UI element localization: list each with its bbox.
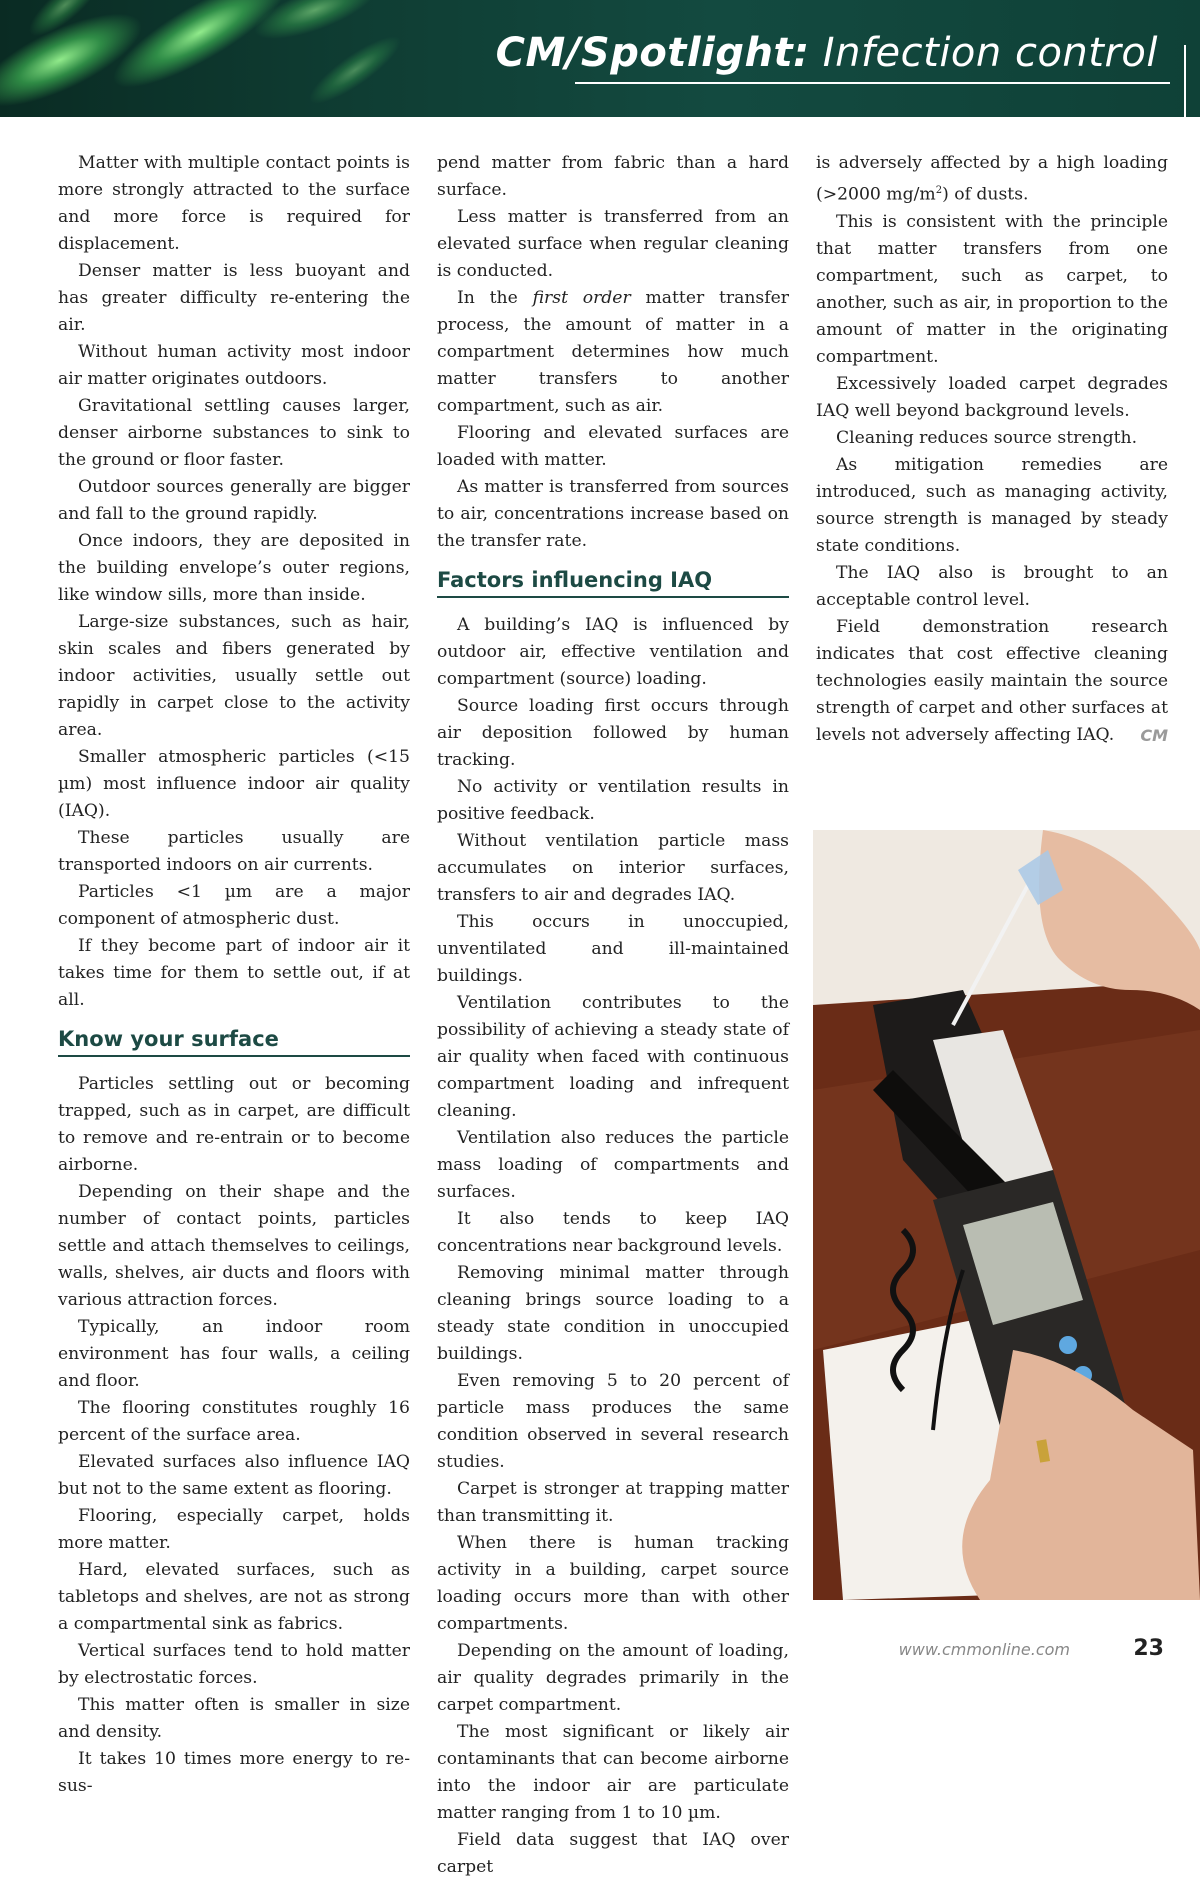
paragraph: Removing minimal matter through cleaning brings source loading to a steady state condition in unoccupied buildings. [437,1263,789,1364]
paragraph: Hard, elevated surfaces, such as tabletops and shelves, are not as strong a compartmental sink as fabrics. [58,1560,410,1634]
text-run: ) of dusts. [942,184,1029,205]
paragraph: As matter is transferred from sources to air, concentrations increase based on the transfer rate. [437,477,789,551]
paragraph: Elevated surfaces also influence IAQ but not to the same extent as flooring. [58,1452,410,1499]
paragraph: This matter often is smaller in size and density. [58,1695,410,1742]
paragraph [437,285,789,420]
paragraph: It takes 10 times more energy to re-sus- [58,1749,410,1796]
page-number: 23 [1133,1636,1164,1661]
text-run: is adversely affected by a high loading (>2000 mg/m [816,153,1168,205]
paragraph: When there is human tracking activity in a building, carpet source loading occurs more than with other compartments. [437,1533,789,1634]
title-underline [575,82,1170,84]
paragraph: It also tends to keep IAQ concentrations near background levels. [437,1209,789,1256]
paragraph: Denser matter is less buoyant and has greater difficulty re-entering the air. [58,261,410,335]
end-mark: CM [1140,725,1168,745]
paragraph: Cleaning reduces source strength. [836,427,1138,448]
paragraph: As mitigation remedies are introduced, such as managing activity, source strength is managed by steady state conditions. [816,454,1168,556]
paragraph: If they become part of indoor air it takes time for them to settle out, if at all. [58,936,410,1010]
paragraph: Smaller atmospheric particles (<15 µm) most influence indoor air quality (IAQ). [58,747,410,821]
paragraph: The flooring constitutes roughly 16 percent of the surface area. [58,1398,410,1445]
paragraph: The IAQ also is brought to an acceptable control level. [816,562,1168,610]
paragraph: Without human activity most indoor air matter originates outdoors. [58,342,410,389]
paragraph: Without ventilation particle mass accumulates on interior surfaces, transfers to air and degrades IAQ. [437,831,789,905]
paragraph: Flooring and elevated surfaces are loaded with matter. [437,423,789,470]
paragraph: Less matter is transferred from an elevated surface when regular cleaning is conducted. [437,207,789,281]
section-heading-know-your-surface: Know your surface [58,1026,410,1057]
paragraph: Matter with multiple contact points is more strongly attracted to the surface and more force is required for displacement. [58,153,410,254]
header-banner [0,0,1200,117]
section-title-bold: CM/Spotlight: [495,30,810,76]
decorative-rule [1184,45,1200,117]
section-title [496,30,1158,76]
article-photo [813,830,1200,1600]
article-column-2 [437,150,789,1881]
article-column-1 [58,150,410,1800]
paragraph: Flooring, especially carpet, holds more matter. [58,1506,410,1553]
paragraph: Field data suggest that IAQ over carpet [437,1830,789,1877]
paragraph: Vertical surfaces tend to hold matter by electrostatic forces. [58,1641,410,1688]
paragraph: This occurs in unoccupied, unventilated and ill-maintained buildings. [437,912,789,986]
paragraph: Ventilation also reduces the particle mass loading of compartments and surfaces. [437,1128,789,1202]
article-column-3 [816,150,1168,749]
superscript: 2 [935,185,943,196]
paragraph: Excessively loaded carpet degrades IAQ well beyond background levels. [816,373,1168,421]
paragraph: Outdoor sources generally are bigger and fall to the ground rapidly. [58,477,410,524]
paragraph: pend matter from fabric than a hard surface. [437,153,789,200]
paragraph: Source loading first occurs through air deposition followed by human tracking. [437,696,789,770]
paragraph: Once indoors, they are deposited in the building envelope’s outer regions, like window sills, more than inside. [58,531,410,605]
paragraph: Particles settling out or becoming trapped, such as in carpet, are difficult to remove and re-entrain or to become airborne. [58,1074,410,1175]
paragraph: No activity or ventilation results in positive feedback. [437,777,789,824]
paragraph [816,614,1168,749]
paragraph: Typically, an indoor room environment has four walls, a ceiling and floor. [58,1317,410,1391]
footer-url: www.cmmonline.com [898,1640,1070,1659]
paragraph: Depending on the amount of loading, air quality degrades primarily in the carpet compartment. [437,1641,789,1715]
paragraph: Particles <1 µm are a major component of atmospheric dust. [58,882,410,929]
paragraph: This is consistent with the principle that matter transfers from one compartment, such as carpet, to another, such as air, in proportion to the amount of matter in the originating compartment. [816,211,1168,367]
paragraph: Large-size substances, such as hair, skin scales and fibers generated by indoor activities, usually settle out rapidly in carpet close to the activity area. [58,612,410,740]
section-title-topic: Infection control [822,30,1158,76]
section-heading-factors-influencing-iaq: Factors influencing IAQ [437,567,789,598]
paragraph: Depending on their shape and the number of contact points, particles settle and attach themselves to ceilings, walls, shelves, air ducts and floors with various attraction forces. [58,1182,410,1310]
text-run: Field demonstration research indicates that cost effective cleaning technologies easily maintain the source strength of carpet and other surfaces at levels not adversely affecting IAQ. [816,616,1168,745]
emphasis-text: first order [532,288,631,308]
paragraph: Carpet is stronger at trapping matter than transmitting it. [437,1479,789,1526]
photo-illustration [813,830,1200,1600]
bacteria-graphic [301,26,408,114]
paragraph [816,150,1168,209]
paragraph: Ventilation contributes to the possibility of achieving a steady state of air quality when faced with continuous compartment loading and infrequent cleaning. [437,993,789,1121]
text-run: matter transfer process, the amount of matter in a compartment determines how much matter transfers to another compartment, such as air. [437,288,790,416]
text-run: In the [457,288,533,308]
paragraph: Even removing 5 to 20 percent of particle mass produces the same condition observed in several research studies. [437,1371,789,1472]
paragraph: These particles usually are transported indoors on air currents. [58,828,410,875]
paragraph: A building’s IAQ is influenced by outdoor air, effective ventilation and compartment (source) loading. [437,615,789,689]
paragraph: The most significant or likely air contaminants that can become airborne into the indoor air are particulate matter ranging from 1 to 10 µm. [437,1722,789,1823]
paragraph: Gravitational settling causes larger, denser airborne substances to sink to the ground or floor faster. [58,396,410,470]
